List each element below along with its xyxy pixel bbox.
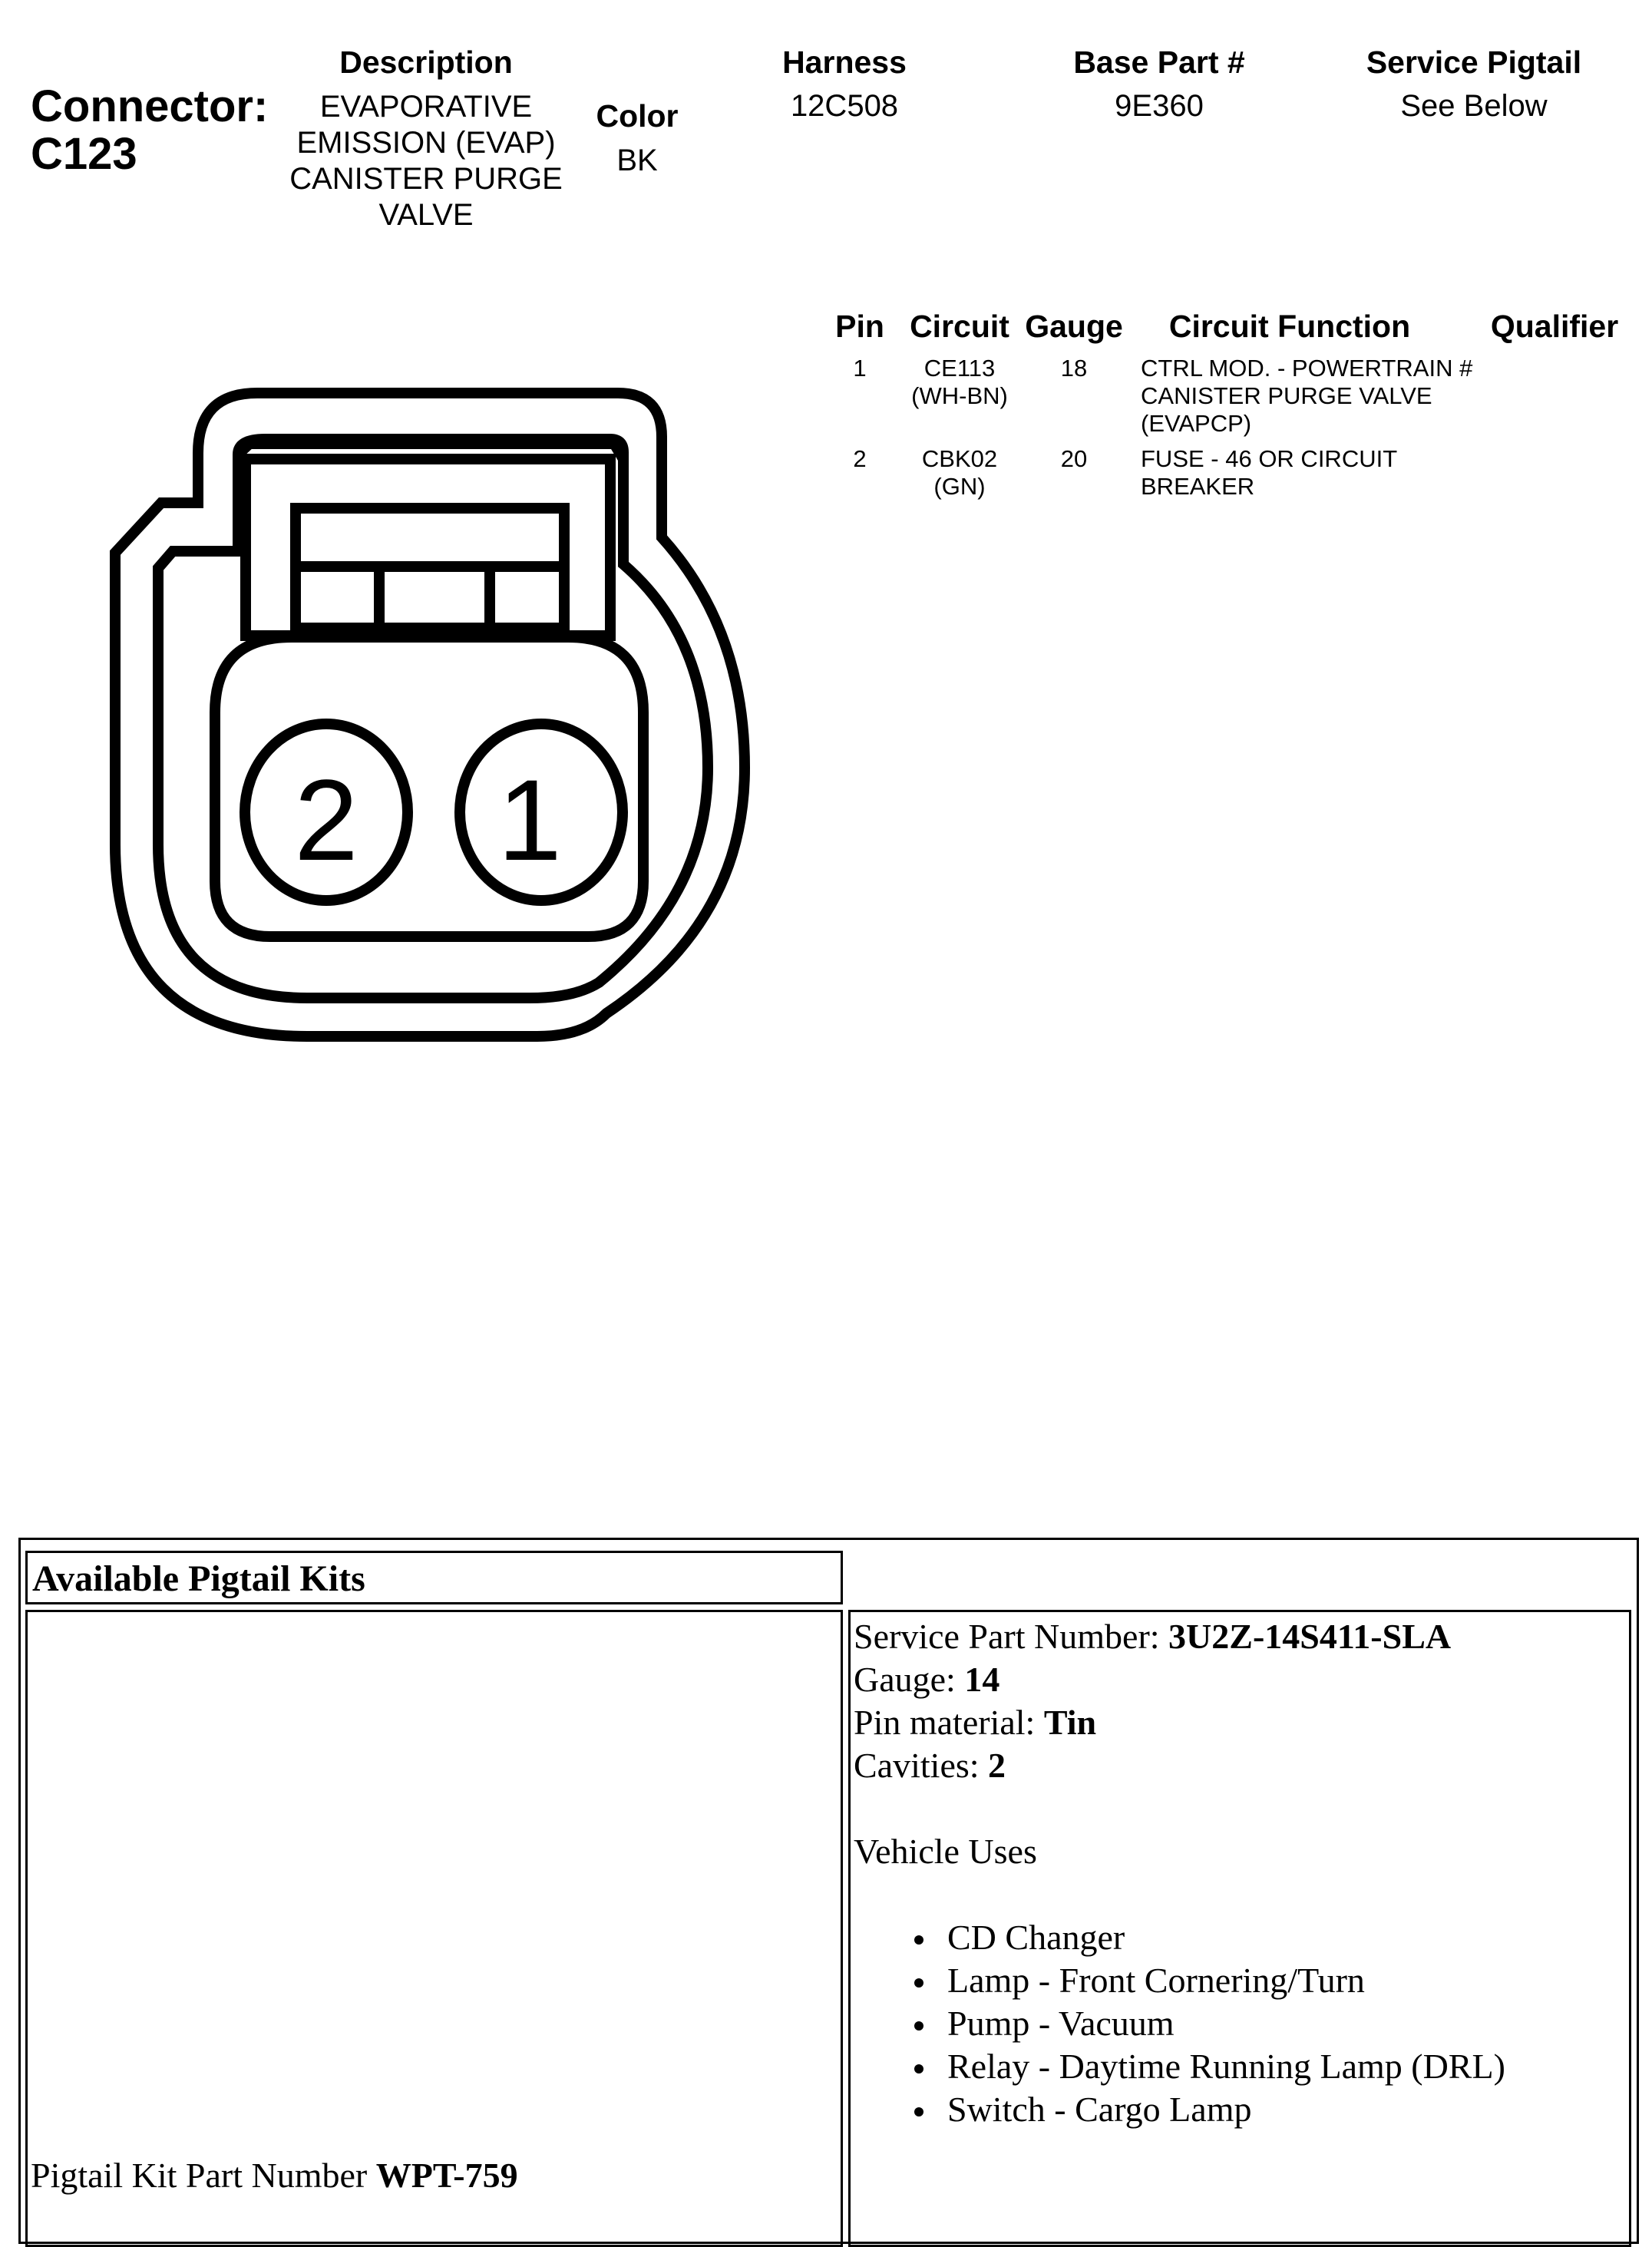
- description-line: EVAPORATIVE: [319, 90, 533, 124]
- cavity-1-label: 1: [497, 755, 562, 884]
- function-line: BREAKER: [1141, 473, 1255, 500]
- circuit-cell: [906, 355, 1013, 410]
- function-line: FUSE - 46 OR CIRCUIT: [1141, 445, 1398, 472]
- gauge-column-header: Gauge: [1025, 309, 1123, 344]
- function-line: CTRL MOD. - POWERTRAIN #: [1141, 355, 1473, 382]
- pin-number: 1: [853, 355, 867, 382]
- circuit-column-header: Circuit: [910, 309, 1009, 344]
- bullet-icon: [914, 2021, 923, 2031]
- color-header: Color: [596, 98, 679, 134]
- gauge-cell: 18: [1060, 355, 1088, 382]
- description-header: Description: [339, 45, 513, 80]
- gauge-label: Gauge:: [854, 1660, 965, 1699]
- cavities-label: Cavities:: [854, 1746, 989, 1785]
- gauge-line: [854, 1658, 1621, 1701]
- list-item: [854, 1916, 1621, 1959]
- function-cell: [1141, 445, 1479, 501]
- base-part-header: Base Part #: [1073, 45, 1245, 80]
- harness-value: 12C508: [790, 89, 899, 123]
- vehicle-uses-title: Vehicle Uses: [854, 1832, 1037, 1871]
- cavity-2-label: 2: [294, 755, 358, 884]
- description-line: VALVE: [378, 198, 474, 232]
- list-item: [854, 2002, 1621, 2045]
- cavities-line: [854, 1744, 1621, 1787]
- qualifier-column-header: Qualifier: [1490, 309, 1619, 344]
- circuit-cell: [906, 445, 1013, 501]
- pin-number: 2: [853, 445, 867, 472]
- list-item: [854, 2045, 1621, 2088]
- service-part-number-label: Service Part Number:: [854, 1617, 1169, 1656]
- function-line: CANISTER PURGE VALVE: [1141, 382, 1432, 409]
- circuit-color: (GN): [933, 473, 986, 500]
- vehicle-use-text: Switch - Cargo Lamp: [947, 2090, 1252, 2129]
- function-line: (EVAPCP): [1141, 410, 1252, 437]
- list-item: [854, 1959, 1621, 2002]
- description-line: CANISTER PURGE: [289, 162, 563, 196]
- vehicle-use-text: Pump - Vacuum: [947, 2004, 1175, 2043]
- bullet-icon: [914, 1978, 923, 1988]
- bullet-icon: [914, 1935, 923, 1945]
- connector-face-diagram: [0, 0, 844, 1090]
- connector-id: C123: [31, 129, 137, 179]
- function-column-header: Circuit Function: [1168, 309, 1411, 344]
- service-part-number-value: 3U2Z-14S411-SLA: [1168, 1617, 1452, 1656]
- pigtail-kit-number: WPT-759: [375, 2156, 518, 2195]
- pigtail-kit-image-cell: [25, 1610, 843, 2247]
- color-value: BK: [616, 144, 658, 177]
- cavities-value: 2: [988, 1746, 1006, 1785]
- connector-label-text: Connector:: [31, 81, 269, 131]
- pigtail-details: [854, 1615, 1621, 2131]
- pigtail-kit-part-number: [31, 2154, 518, 2197]
- service-pigtail-value: See Below: [1400, 89, 1548, 123]
- harness-header: Harness: [782, 45, 907, 80]
- vehicle-use-text: Lamp - Front Cornering/Turn: [947, 1961, 1365, 2000]
- pin-material-label: Pin material:: [854, 1703, 1044, 1742]
- bullet-icon: [914, 2107, 923, 2116]
- circuit-id: CE113: [923, 355, 996, 382]
- circuit-color: (WH-BN): [911, 382, 1008, 409]
- service-part-number-line: [854, 1615, 1621, 1658]
- pin-material-line: [854, 1701, 1621, 1744]
- vehicle-use-text: CD Changer: [947, 1918, 1125, 1957]
- pigtail-kit-label: Pigtail Kit Part Number: [31, 2156, 376, 2195]
- pigtail-kits-title: Available Pigtail Kits: [25, 1551, 843, 1604]
- gauge-value: 14: [964, 1660, 1000, 1699]
- vehicle-use-text: Relay - Daytime Running Lamp (DRL): [947, 2047, 1505, 2086]
- description-line: EMISSION (EVAP): [296, 126, 556, 160]
- circuit-id: CBK02: [921, 445, 998, 472]
- vehicle-uses-list: [854, 1916, 1621, 2131]
- service-pigtail-header: Service Pigtail: [1366, 45, 1582, 80]
- bullet-icon: [914, 2064, 923, 2074]
- pin-material-value: Tin: [1043, 1703, 1097, 1742]
- function-cell: [1141, 355, 1479, 438]
- pin-column-header: Pin: [835, 309, 884, 344]
- list-item: [854, 2088, 1621, 2131]
- gauge-cell: 20: [1060, 445, 1088, 472]
- base-part-value: 9E360: [1115, 89, 1204, 123]
